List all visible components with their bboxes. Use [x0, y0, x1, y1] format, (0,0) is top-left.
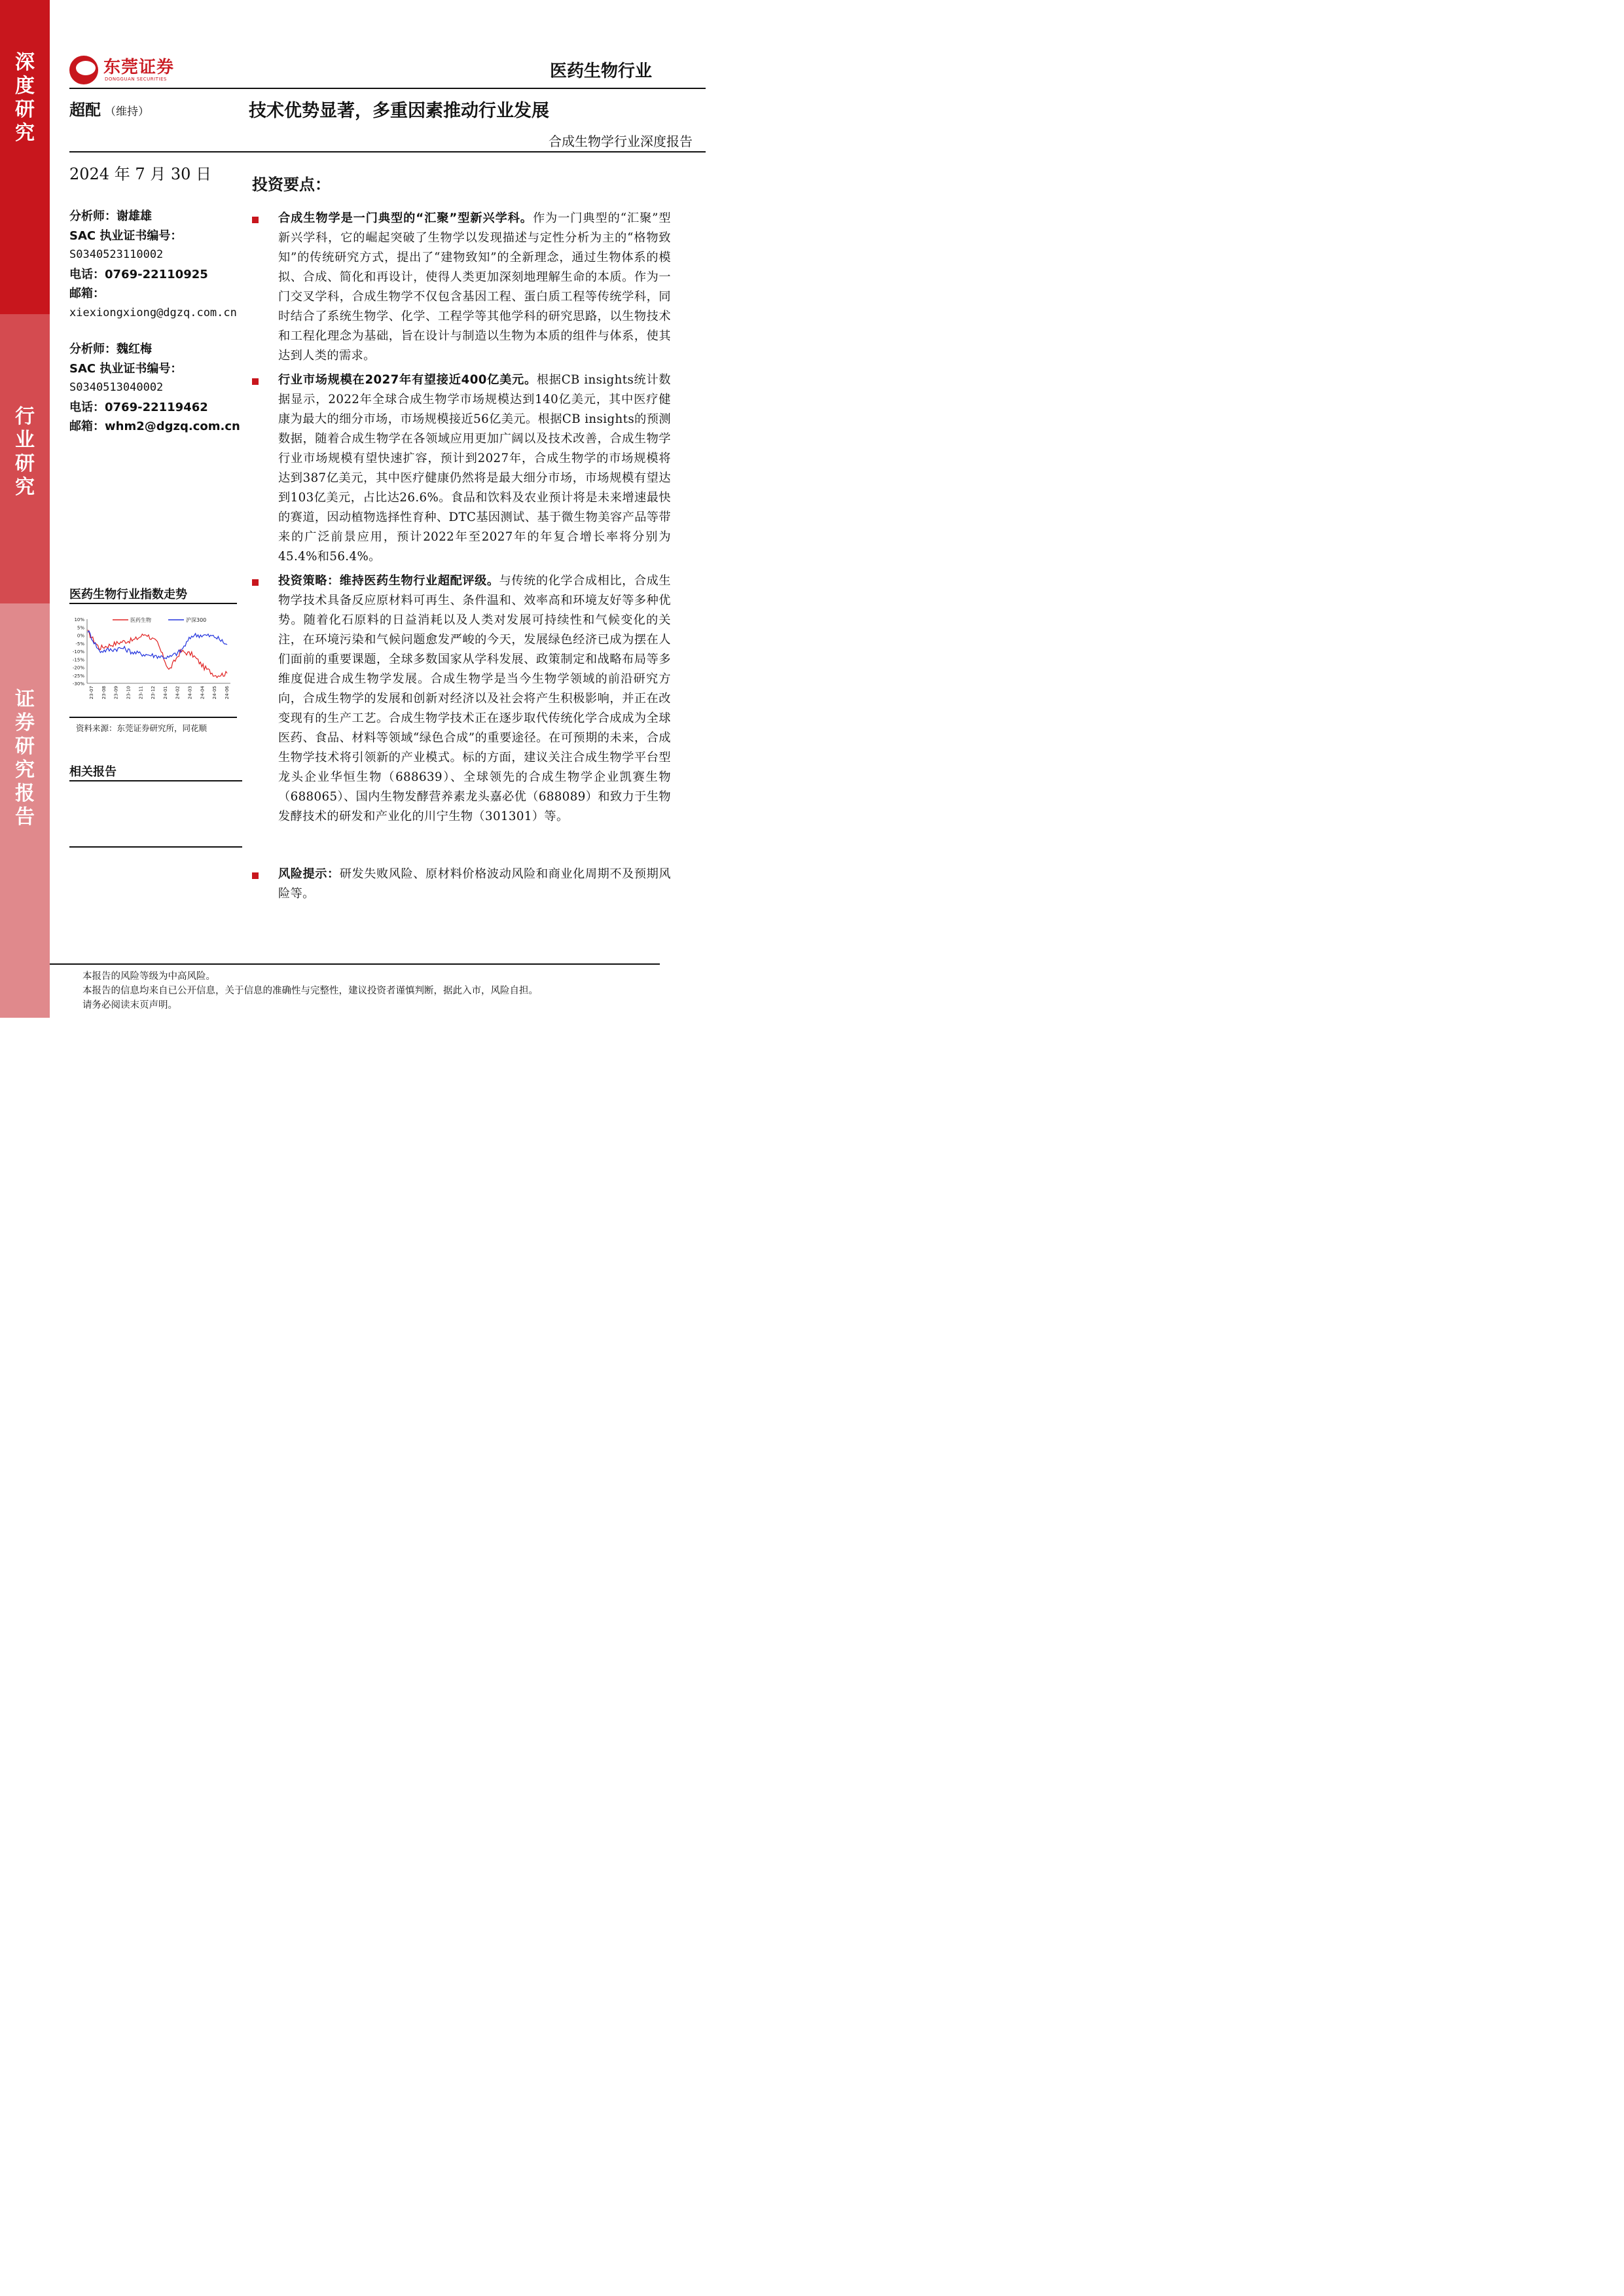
- rating-note: （维持）: [105, 105, 149, 118]
- sidebar-segment-securities-report: [0, 603, 50, 1018]
- logo-text-en: DONGGUAN SECURITIES: [105, 77, 167, 82]
- related-divider-bottom: [69, 846, 242, 848]
- analyst-phone: 电话：0769-22119462: [69, 400, 208, 414]
- chart-bottom-divider: [69, 717, 237, 718]
- key-point-heading: 行业市场规模在2027年有望接近400亿美元。: [278, 373, 537, 387]
- legend-label: 医药生物: [130, 617, 151, 623]
- related-divider-top: [69, 780, 242, 781]
- footer: [82, 969, 538, 1013]
- sac-label: SAC 执业证书编号：: [69, 228, 183, 243]
- x-tick-label: 23-12: [151, 686, 156, 700]
- key-point-1: [252, 209, 671, 366]
- logo-emblem-icon: [69, 56, 98, 84]
- x-tick-label: 23-08: [101, 686, 107, 700]
- sac-label: SAC 执业证书编号：: [69, 361, 183, 376]
- analyst-email[interactable]: xiexiongxiong@dgzq.com.cn: [69, 306, 237, 319]
- sidebar-segment-industry-research: [0, 314, 50, 603]
- y-tick-label: -20%: [72, 665, 84, 671]
- x-tick-label: 23-07: [89, 686, 94, 700]
- key-point-text: 根据CB insights统计数据显示，2022年全球合成生物学市场规模达到140亿美元，其中医疗健康为最大的细分市场，市场规模接近56亿美元。根据CB insights的预测数据，随着合成生物学在各领域应用更加广阔以及技术改善，合成生物学行业市场规模有望快速扩容，预计到2027年，合成生物学的市场规模将达到387亿美元，其中医疗健康仍然将是最大细分市场，市场规模有望达到103亿美元，占比达26.6%。食品和饮料及农业预计将是未来增速最快的赛道，因动植物选择性育种、DTC基因测试、基于微生物美容产品等带来的广泛前景应用，预计2022年至2027年的年复合增长率将分别为45.4%和56.4%。: [278, 373, 671, 564]
- logo-text-cn: 东莞证券: [103, 58, 175, 77]
- x-tick-label: 24-01: [162, 686, 168, 700]
- analyst-email[interactable]: 邮箱：whm2@dgzq.com.cn: [69, 420, 240, 433]
- bullet-square-icon: [252, 217, 259, 223]
- y-tick-label: 5%: [77, 625, 84, 631]
- chart-title: 医药生物行业指数走势: [69, 588, 187, 601]
- header-divider: [69, 88, 706, 89]
- title-divider: [69, 151, 706, 152]
- analyst-1: [69, 207, 237, 323]
- y-tick-label: -10%: [72, 649, 84, 655]
- bullet-square-icon: [252, 872, 259, 879]
- industry-label: 医药生物行业: [549, 62, 652, 81]
- analyst-phone: 电话：0769-22110925: [69, 267, 208, 281]
- report-date: 2024 年 7 月 30 日: [69, 165, 212, 183]
- footer-risk-level: 本报告的风险等级为中高风险。: [82, 971, 215, 982]
- rating-value: 超配: [69, 101, 101, 119]
- key-point-4: [252, 865, 671, 904]
- key-points-title: 投资要点：: [252, 175, 331, 194]
- chart-title-divider: [69, 603, 237, 604]
- key-point-text: 作为一门典型的“汇聚”型新兴学科，它的崛起突破了生物学以发现描述与定性分析为主的“格物致知”的传统研究方式，提出了“建物致知”的全新理念，通过生物体系的模拟、合成、简化和再设计，使得人类更加深刻地理解生命的本质。作为一门交叉学科，合成生物学不仅包含基因工程、蛋白质工程等传统学科，同时结合了系统生物学、化学、工程学等其他学科的研究思路，以生物技术和工程化理念为基础，旨在设计与制造以生物为本质的组件与体系，使其达到人类的需求。: [278, 211, 671, 363]
- key-point-text: 研发失败风险、原材料价格波动风险和商业化周期不及预期风险等。: [278, 867, 671, 901]
- index-trend-chart: [65, 610, 237, 715]
- x-tick-label: 23-09: [113, 686, 119, 700]
- sidebar-label: 行业研究: [15, 405, 35, 499]
- footer-divider: [50, 963, 660, 965]
- y-tick-label: -25%: [72, 673, 84, 679]
- report-title: 技术优势显著，多重因素推动行业发展: [249, 101, 549, 121]
- company-logo: [69, 56, 174, 84]
- key-point-3: [252, 571, 671, 827]
- sidebar: [0, 0, 50, 1018]
- key-point-heading: 合成生物学是一门典型的“汇聚”型新兴学科。: [278, 211, 533, 225]
- x-tick-label: 24-02: [175, 686, 181, 700]
- x-tick-label: 24-04: [200, 686, 206, 700]
- footer-disclaimer: 本报告的信息均来自已公开信息，关于信息的准确性与完整性，建议投资者谨慎判断，据此入市，风险自担。: [82, 986, 538, 996]
- sidebar-label: 深度研究: [15, 51, 35, 145]
- x-tick-label: 23-10: [126, 686, 132, 700]
- x-tick-label: 24-05: [212, 686, 218, 700]
- sac-number: S0340513040002: [69, 381, 164, 394]
- footer-read-statement: 请务必阅读末页声明。: [82, 1000, 177, 1011]
- key-point-heading: 风险提示：: [278, 867, 340, 881]
- x-tick-label: 24-03: [187, 686, 193, 700]
- analyst-name: 分析师：谢雄雄: [69, 209, 152, 223]
- y-tick-label: -15%: [72, 657, 84, 663]
- sidebar-label: 证券研究报告: [15, 687, 35, 829]
- chart-source: 资料来源：东莞证券研究所，同花顺: [76, 723, 208, 733]
- y-tick-label: 0%: [77, 633, 84, 639]
- key-point-text: 与传统的化学合成相比，合成生物学技术具备反应原材料可再生、条件温和、效率高和环境友好等多种优势。随着化石原料的日益消耗以及人类对发展可持续性和气候变化的关注，在环境污染和气候问题愈发严峻的今天，发展绿色经济已成为摆在人们面前的重要课题，全球多数国家从学科发展、政策制定和战略布局等多维度促进合成生物学发展。合成生物学是当今生物学领域的前沿研究方向，合成生物学的发展和创新对经济以及社会将产生积极影响，并正在改变现有的生产工艺。合成生物学技术正在逐步取代传统化学合成成为全球医药、食品、材料等领域“绿色合成”的重要途径。在可预期的未来，合成生物学技术将引领新的产业模式。标的方面，建议关注合成生物学平台型龙头企业华恒生物（688639）、全球领先的合成生物学企业凯赛生物（688065）、国内生物发酵营养素龙头嘉必优（688089）和致力于生物发酵技术的研发和产业化的川宁生物（301301）等。: [278, 574, 671, 823]
- analyst-name: 分析师：魏红梅: [69, 342, 152, 356]
- y-tick-label: 10%: [74, 617, 84, 622]
- series-line-pharma: [88, 630, 227, 678]
- x-tick-label: 23-11: [138, 686, 144, 700]
- sac-number: S0340523110002: [69, 248, 164, 261]
- analyst-2: [69, 340, 240, 437]
- rating: [69, 97, 149, 120]
- email-label: 邮箱：: [69, 287, 105, 300]
- key-point-heading: 投资策略：维持医药生物行业超配评级。: [278, 574, 499, 588]
- y-tick-label: -5%: [75, 641, 84, 647]
- bullet-square-icon: [252, 378, 259, 385]
- legend-label: 沪深300: [186, 617, 207, 623]
- bullet-square-icon: [252, 579, 259, 586]
- y-tick-label: -30%: [72, 681, 84, 687]
- key-point-2: [252, 370, 671, 567]
- related-reports-title: 相关报告: [69, 765, 117, 779]
- report-subtitle: 合成生物学行业深度报告: [549, 134, 693, 149]
- x-tick-label: 24-06: [225, 686, 230, 700]
- sidebar-segment-deep-research: [0, 0, 50, 314]
